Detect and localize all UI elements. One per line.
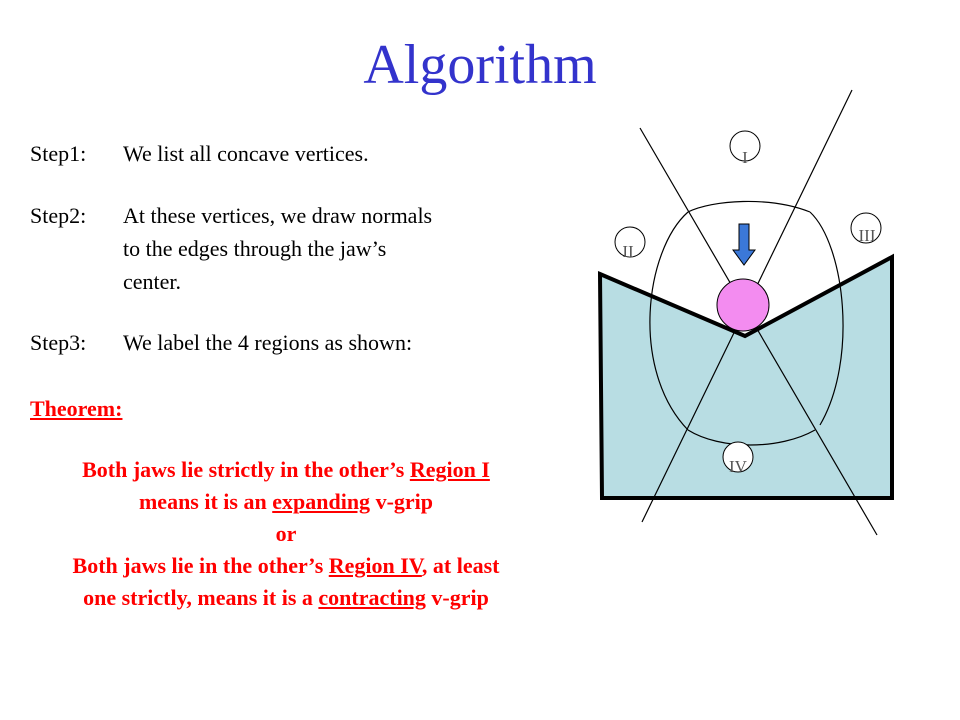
region-iv-label: IV	[729, 457, 747, 476]
region-iii-label: III	[858, 226, 876, 245]
step-2-line-3: center.	[123, 269, 182, 294]
theorem-line-3: or	[275, 521, 297, 546]
approach-arrow-icon	[733, 224, 755, 265]
region-arc-upper	[688, 201, 810, 212]
theorem-line-5-suffix: v-grip	[425, 585, 489, 610]
step-1-line-1: We list all concave vertices.	[123, 141, 369, 166]
step-1-label: Step1:	[30, 141, 87, 166]
step-2-label: Step2:	[30, 203, 87, 228]
expanding-term: expanding	[272, 489, 371, 514]
theorem-line-1-text: Both jaws lie strictly in the other’s	[82, 457, 410, 482]
region-iv-term: Region IV	[328, 553, 422, 578]
region-i-label: I	[742, 148, 748, 167]
region-i-term: Region I	[409, 457, 490, 482]
slide-title: Algorithm	[363, 34, 597, 96]
step-2-line-2: to the edges through the jaw’s	[123, 236, 387, 261]
jaw-circle	[717, 279, 769, 331]
step-3-label: Step3:	[30, 330, 87, 355]
theorem-line-4-text: Both jaws lie in the other’s	[72, 553, 329, 578]
theorem-line-5-text: one strictly, means it is a	[83, 585, 319, 610]
contracting-term: contracting	[318, 585, 426, 610]
theorem-heading: Theorem:	[30, 396, 123, 421]
theorem-line-2-suffix: v-grip	[370, 489, 434, 514]
theorem-line-2-text: means it is an	[138, 489, 273, 514]
step-2-line-1: At these vertices, we draw normals	[123, 203, 433, 228]
region-ii-label: II	[622, 242, 634, 261]
theorem-line-4-suffix: , at least	[421, 553, 500, 578]
step-3-line-1: We label the 4 regions as shown:	[123, 330, 413, 355]
